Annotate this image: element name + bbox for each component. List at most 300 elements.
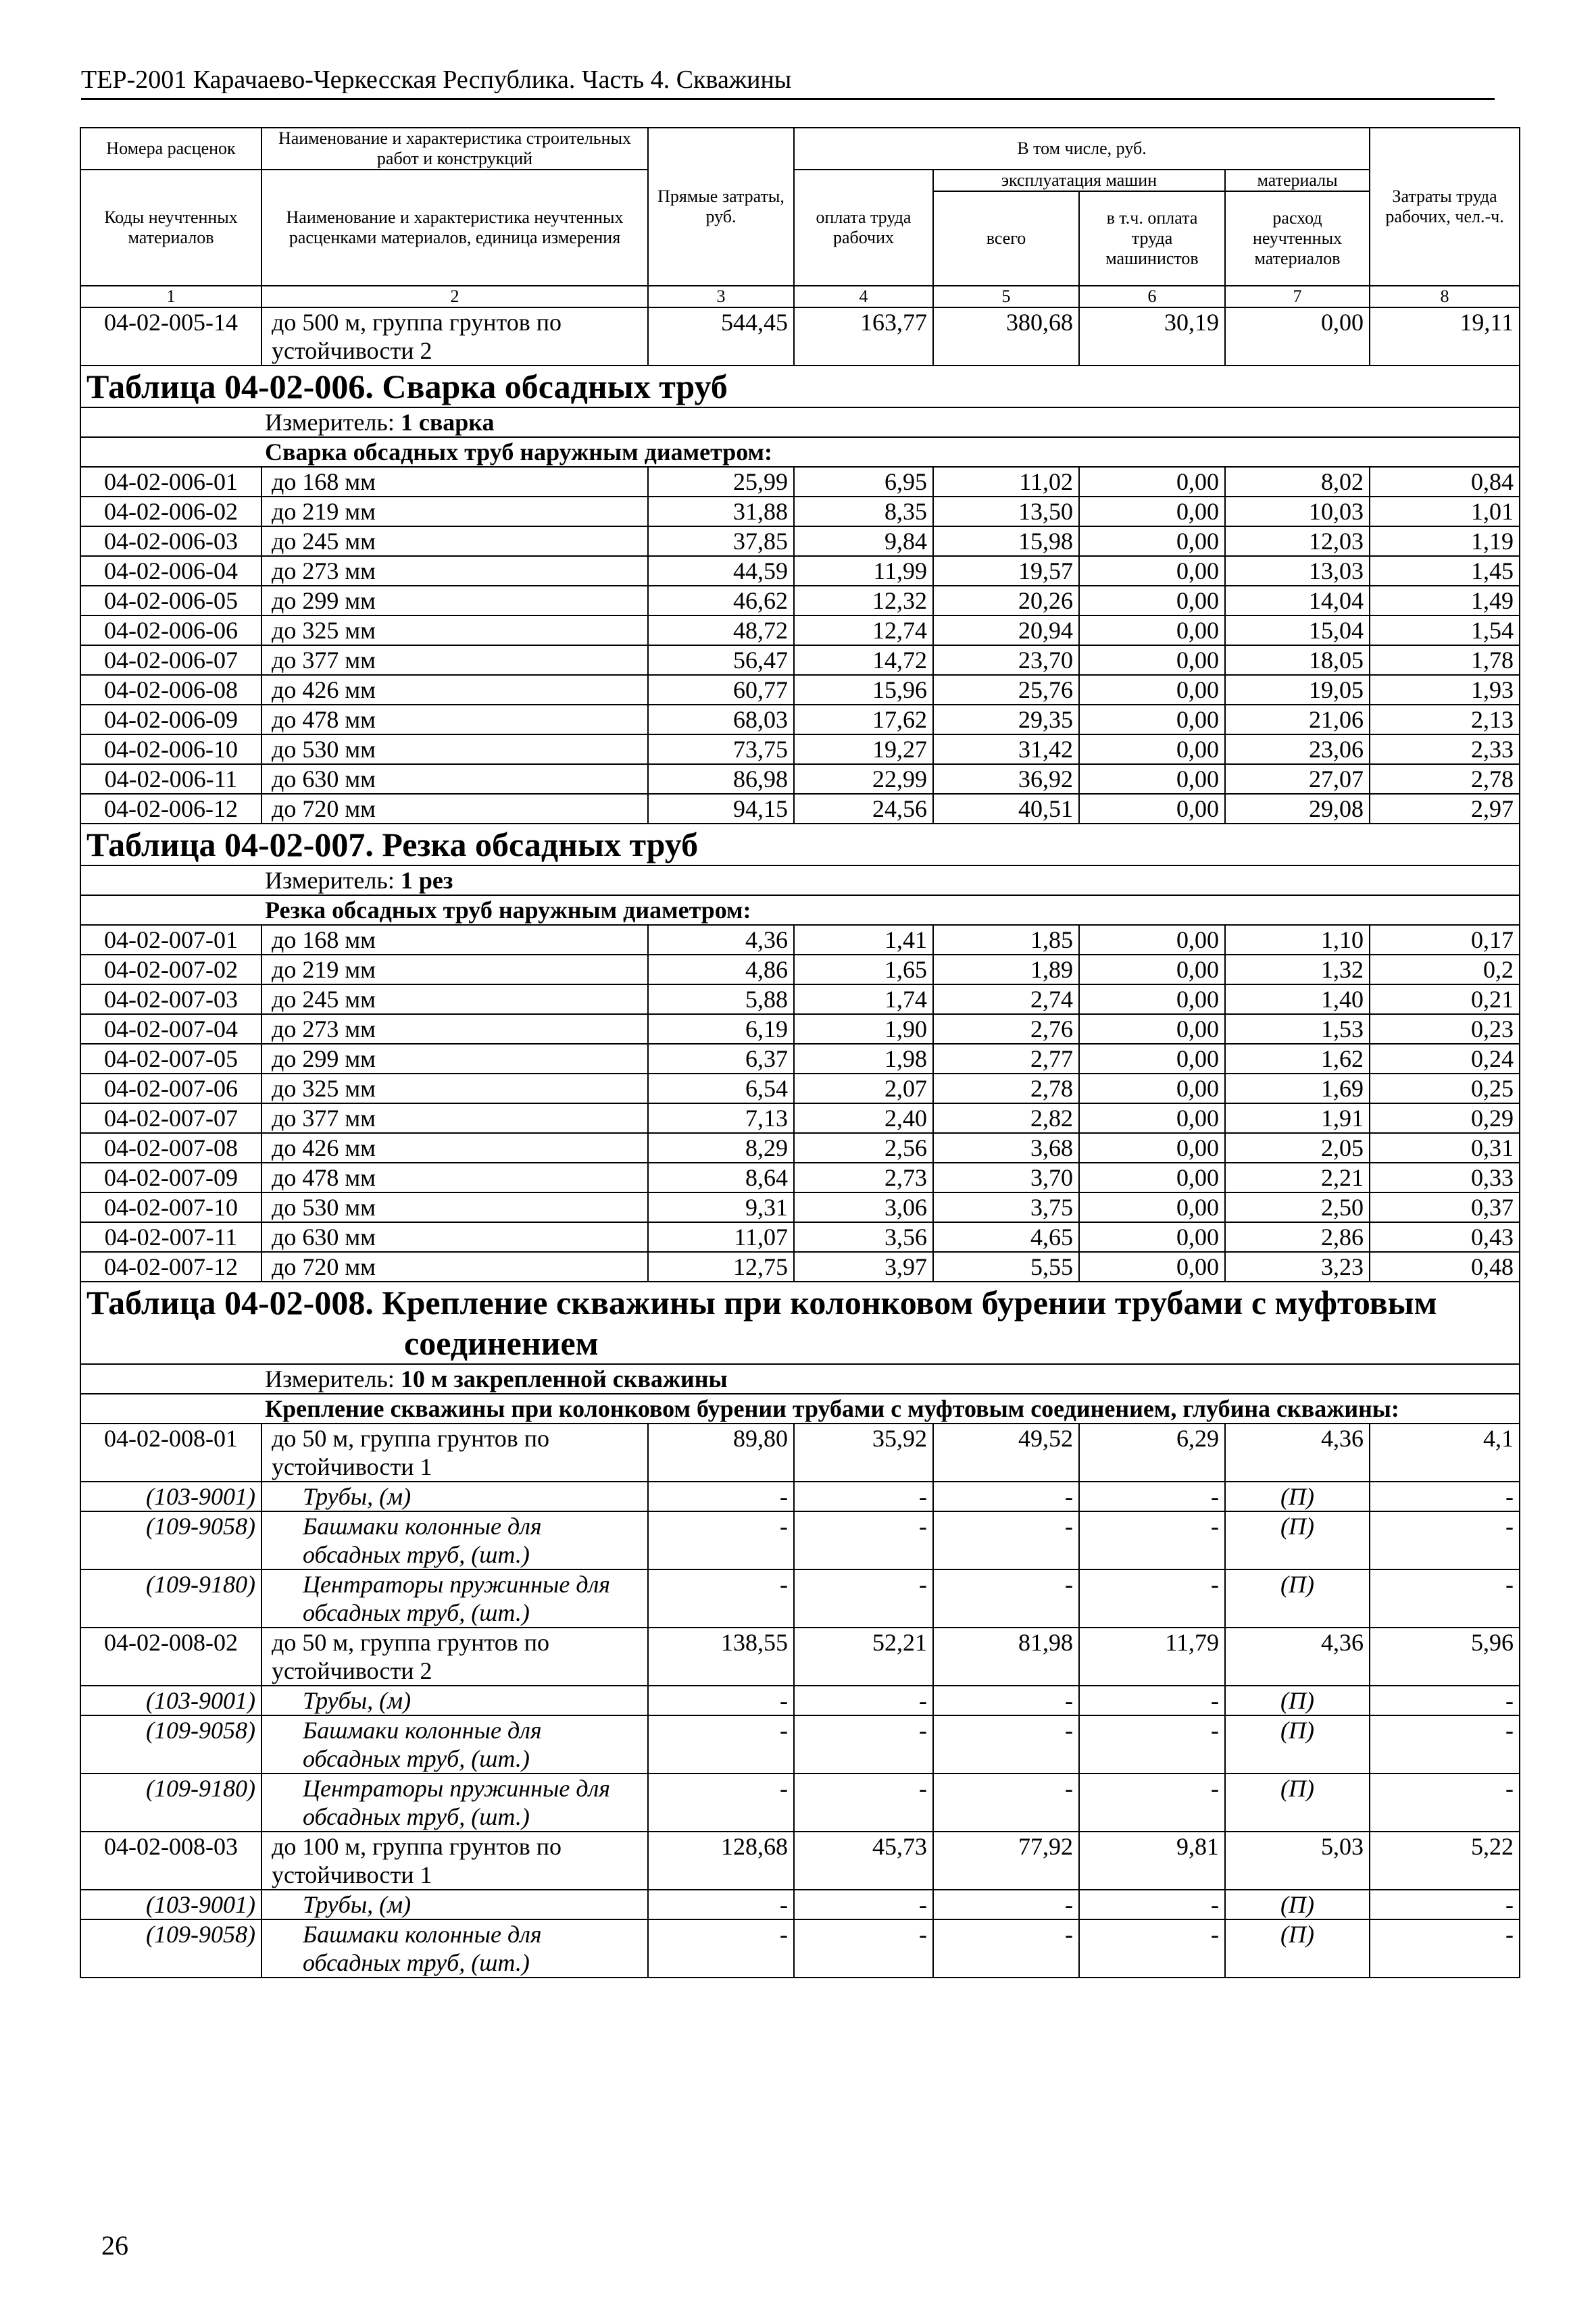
rate-name: до 530 мм	[261, 734, 648, 764]
measure-label: Измеритель:	[265, 1365, 401, 1392]
value-cell: 2,74	[933, 984, 1079, 1014]
value-cell: 2,76	[933, 1014, 1079, 1044]
material-row	[80, 1774, 1520, 1832]
measure-label: Измеритель:	[265, 409, 401, 436]
rate-name: до 219 мм	[261, 955, 648, 984]
value-cell: 1,91	[1225, 1103, 1370, 1133]
col-num: 8	[1370, 286, 1520, 307]
value-cell: (П)	[1225, 1919, 1370, 1978]
value-cell: 4,1	[1370, 1424, 1520, 1482]
table-subtitle: Крепление скважины при колонковом бурении трубами с муфтовым соединением, глубина скважины:	[265, 1395, 1399, 1422]
col-num: 1	[80, 286, 261, 307]
value-cell: -	[648, 1569, 794, 1628]
value-cell: 37,85	[648, 526, 794, 556]
value-cell: 9,84	[794, 526, 933, 556]
value-cell: 128,68	[648, 1832, 794, 1890]
value-cell: 81,98	[933, 1628, 1079, 1686]
table-title: Таблица 04-02-006. Сварка обсадных труб	[80, 366, 1520, 407]
value-cell: 6,54	[648, 1074, 794, 1103]
table-row	[80, 705, 1520, 734]
material-code: (103-9001)	[80, 1482, 261, 1511]
value-cell: 2,82	[933, 1103, 1079, 1133]
value-cell: 2,56	[794, 1133, 933, 1163]
table-row	[80, 734, 1520, 764]
value-cell: 0,48	[1370, 1252, 1520, 1282]
table-row	[80, 556, 1520, 586]
value-cell: 1,41	[794, 925, 933, 955]
value-cell: 36,92	[933, 764, 1079, 794]
rate-code: 04-02-006-07	[80, 645, 261, 675]
value-cell: 0,00	[1079, 526, 1225, 556]
value-cell: -	[648, 1919, 794, 1978]
value-cell: -	[648, 1774, 794, 1832]
value-cell: -	[933, 1919, 1079, 1978]
rate-code: 04-02-006-11	[80, 764, 261, 794]
material-name: Трубы, (м)	[261, 1482, 648, 1511]
value-cell: 1,74	[794, 984, 933, 1014]
value-cell: -	[1370, 1774, 1520, 1832]
col-6-header: в т.ч. оплата труда машинистов	[1079, 191, 1225, 286]
value-cell: 29,08	[1225, 794, 1370, 824]
rate-name: до 720 мм	[261, 794, 648, 824]
value-cell: 0,00	[1079, 615, 1225, 645]
value-cell: 0,00	[1079, 497, 1225, 526]
header-row-2	[80, 170, 1520, 191]
col-num: 7	[1225, 286, 1370, 307]
material-row	[80, 1511, 1520, 1569]
value-cell: 2,73	[794, 1163, 933, 1192]
table-row	[80, 307, 1520, 366]
rate-code: 04-02-006-09	[80, 705, 261, 734]
document-body	[80, 127, 1519, 1978]
table-row	[80, 1074, 1520, 1103]
value-cell: 6,37	[648, 1044, 794, 1074]
rate-name: до 100 м, группа грунтов по устойчивости 1	[261, 1832, 648, 1890]
material-row	[80, 1715, 1520, 1774]
material-code: (109-9058)	[80, 1715, 261, 1774]
col-num: 4	[794, 286, 933, 307]
value-cell: 6,19	[648, 1014, 794, 1044]
value-cell: 19,27	[794, 734, 933, 764]
value-cell: 12,75	[648, 1252, 794, 1282]
value-cell: 0,00	[1079, 467, 1225, 497]
value-cell: -	[648, 1482, 794, 1511]
value-cell: 0,00	[1079, 1014, 1225, 1044]
value-cell: 0,43	[1370, 1222, 1520, 1252]
rate-code: 04-02-008-02	[80, 1628, 261, 1686]
value-cell: (П)	[1225, 1511, 1370, 1569]
table-title-line: Таблица 04-02-008. Крепление скважины при колонковом бурении трубами с муфтовым	[86, 1284, 1437, 1322]
material-code: (103-9001)	[80, 1890, 261, 1919]
value-cell: 0,00	[1079, 1074, 1225, 1103]
value-cell: -	[794, 1569, 933, 1628]
subtitle-cell	[80, 895, 1520, 925]
subtitle-row	[80, 437, 1520, 467]
value-cell: 9,31	[648, 1192, 794, 1222]
table-row	[80, 1832, 1520, 1890]
value-cell: 56,47	[648, 645, 794, 675]
value-cell: 18,05	[1225, 645, 1370, 675]
measure-label: Измеритель:	[265, 867, 401, 894]
rate-code: 04-02-008-01	[80, 1424, 261, 1482]
col-1-header-top: Номера расценок	[80, 128, 261, 170]
measure-cell	[80, 1364, 1520, 1394]
value-cell: 2,97	[1370, 794, 1520, 824]
value-cell: 1,62	[1225, 1044, 1370, 1074]
value-cell: -	[648, 1686, 794, 1715]
value-cell: 0,00	[1079, 1163, 1225, 1192]
value-cell: -	[1079, 1482, 1225, 1511]
value-cell: 0,29	[1370, 1103, 1520, 1133]
table-row	[80, 497, 1520, 526]
table-row	[80, 1163, 1520, 1192]
material-code: (109-9058)	[80, 1511, 261, 1569]
rate-code: 04-02-007-03	[80, 984, 261, 1014]
value-cell: 22,99	[794, 764, 933, 794]
measure-row	[80, 865, 1520, 895]
value-cell: 4,36	[1225, 1424, 1370, 1482]
value-cell: -	[1370, 1919, 1520, 1978]
material-name: Центраторы пружинные для обсадных труб, (шт.)	[261, 1774, 648, 1832]
value-cell: 7,13	[648, 1103, 794, 1133]
table-row	[80, 1192, 1520, 1222]
measure-cell	[80, 407, 1520, 437]
rate-name: до 273 мм	[261, 1014, 648, 1044]
subtitle-row	[80, 895, 1520, 925]
value-cell: 380,68	[933, 307, 1079, 366]
column-number-row	[80, 286, 1520, 307]
value-cell: 3,97	[794, 1252, 933, 1282]
rate-name: до 245 мм	[261, 984, 648, 1014]
col-8-header: Затраты труда рабочих, чел.-ч.	[1370, 128, 1520, 286]
rate-name: до 377 мм	[261, 1103, 648, 1133]
value-cell: 1,45	[1370, 556, 1520, 586]
value-cell: 68,03	[648, 705, 794, 734]
table-row	[80, 764, 1520, 794]
value-cell: -	[1079, 1715, 1225, 1774]
rate-code: 04-02-005-14	[80, 307, 261, 366]
col-4-header: оплата труда рабочих	[794, 170, 933, 286]
table-subtitle: Резка обсадных труб наружным диаметром:	[265, 897, 751, 924]
value-cell: 1,69	[1225, 1074, 1370, 1103]
value-cell: 0,00	[1079, 1044, 1225, 1074]
rate-name: до 50 м, группа грунтов по устойчивости 1	[261, 1424, 648, 1482]
rate-name: до 377 мм	[261, 645, 648, 675]
value-cell: 0,21	[1370, 984, 1520, 1014]
included-header: В том числе, руб.	[794, 128, 1370, 170]
measure-row	[80, 1364, 1520, 1394]
value-cell: 0,00	[1079, 955, 1225, 984]
value-cell: 23,06	[1225, 734, 1370, 764]
value-cell: 2,21	[1225, 1163, 1370, 1192]
table-row	[80, 955, 1520, 984]
value-cell: -	[1079, 1569, 1225, 1628]
value-cell: 5,03	[1225, 1832, 1370, 1890]
table-row	[80, 1014, 1520, 1044]
value-cell: 24,56	[794, 794, 933, 824]
value-cell: 0,17	[1370, 925, 1520, 955]
value-cell: 4,86	[648, 955, 794, 984]
material-code: (109-9058)	[80, 1919, 261, 1978]
value-cell: -	[794, 1482, 933, 1511]
value-cell: -	[794, 1715, 933, 1774]
col-num: 2	[261, 286, 648, 307]
header-row-1	[80, 128, 1520, 170]
table-row	[80, 1628, 1520, 1686]
value-cell: -	[1079, 1686, 1225, 1715]
page-number: 26	[101, 2230, 128, 2261]
value-cell: 15,98	[933, 526, 1079, 556]
col-2-header-top: Наименование и характеристика строительных работ и конструкций	[261, 128, 648, 170]
rate-name: до 299 мм	[261, 586, 648, 615]
table-subtitle: Сварка обсадных труб наружным диаметром:	[265, 438, 773, 466]
measure-value: 10 м закрепленной скважины	[400, 1365, 728, 1392]
value-cell: 0,00	[1225, 307, 1370, 366]
table-row	[80, 1222, 1520, 1252]
value-cell: -	[933, 1715, 1079, 1774]
machines-header: эксплуатация машин	[933, 170, 1225, 191]
value-cell: -	[1370, 1715, 1520, 1774]
value-cell: (П)	[1225, 1482, 1370, 1511]
value-cell: 14,72	[794, 645, 933, 675]
value-cell: 4,36	[1225, 1628, 1370, 1686]
rate-name: до 530 мм	[261, 1192, 648, 1222]
rate-code: 04-02-006-02	[80, 497, 261, 526]
rate-code: 04-02-007-12	[80, 1252, 261, 1282]
measure-value: 1 рез	[400, 867, 453, 894]
table-row	[80, 1133, 1520, 1163]
rate-name: до 426 мм	[261, 1133, 648, 1163]
value-cell: 25,76	[933, 675, 1079, 705]
value-cell: -	[1079, 1511, 1225, 1569]
table-title-row	[80, 366, 1520, 407]
value-cell: -	[648, 1890, 794, 1919]
value-cell: -	[794, 1774, 933, 1832]
value-cell: 49,52	[933, 1424, 1079, 1482]
value-cell: 2,40	[794, 1103, 933, 1133]
value-cell: 14,04	[1225, 586, 1370, 615]
value-cell: 13,03	[1225, 556, 1370, 586]
rate-code: 04-02-007-11	[80, 1222, 261, 1252]
rate-code: 04-02-006-03	[80, 526, 261, 556]
table-row	[80, 794, 1520, 824]
table-title	[80, 1282, 1520, 1364]
value-cell: 30,19	[1079, 307, 1225, 366]
value-cell: 45,73	[794, 1832, 933, 1890]
value-cell: -	[933, 1482, 1079, 1511]
material-name: Трубы, (м)	[261, 1686, 648, 1715]
rate-code: 04-02-007-10	[80, 1192, 261, 1222]
value-cell: -	[794, 1890, 933, 1919]
material-name: Центраторы пружинные для обсадных труб, (шт.)	[261, 1569, 648, 1628]
value-cell: -	[794, 1919, 933, 1978]
value-cell: -	[794, 1511, 933, 1569]
value-cell: 3,56	[794, 1222, 933, 1252]
table-row	[80, 645, 1520, 675]
value-cell: 0,00	[1079, 1222, 1225, 1252]
rate-code: 04-02-006-12	[80, 794, 261, 824]
rate-name: до 478 мм	[261, 1163, 648, 1192]
value-cell: 52,21	[794, 1628, 933, 1686]
rate-code: 04-02-008-03	[80, 1832, 261, 1890]
value-cell: 8,35	[794, 497, 933, 526]
value-cell: -	[933, 1569, 1079, 1628]
value-cell: -	[1370, 1482, 1520, 1511]
value-cell: 21,06	[1225, 705, 1370, 734]
col-5-header: всего	[933, 191, 1079, 286]
material-row	[80, 1686, 1520, 1715]
material-code: (109-9180)	[80, 1569, 261, 1628]
value-cell: 31,42	[933, 734, 1079, 764]
value-cell: 60,77	[648, 675, 794, 705]
rate-code: 04-02-006-06	[80, 615, 261, 645]
value-cell: -	[648, 1511, 794, 1569]
value-cell: 77,92	[933, 1832, 1079, 1890]
value-cell: 20,26	[933, 586, 1079, 615]
value-cell: (П)	[1225, 1774, 1370, 1832]
table-row	[80, 925, 1520, 955]
subtitle-cell	[80, 1394, 1520, 1424]
value-cell: -	[933, 1774, 1079, 1832]
table-title: Таблица 04-02-007. Резка обсадных труб	[80, 824, 1520, 865]
rate-code: 04-02-007-07	[80, 1103, 261, 1133]
value-cell: 0,00	[1079, 925, 1225, 955]
running-header: ТЕР-2001 Карачаево-Черкесская Республика. Часть 4. Скважины	[81, 64, 1495, 100]
value-cell: 8,29	[648, 1133, 794, 1163]
value-cell: -	[648, 1715, 794, 1774]
value-cell: 11,02	[933, 467, 1079, 497]
value-cell: 1,54	[1370, 615, 1520, 645]
value-cell: 19,57	[933, 556, 1079, 586]
table-row	[80, 467, 1520, 497]
value-cell: -	[933, 1511, 1079, 1569]
value-cell: 1,10	[1225, 925, 1370, 955]
value-cell: 29,35	[933, 705, 1079, 734]
value-cell: 2,13	[1370, 705, 1520, 734]
value-cell: 163,77	[794, 307, 933, 366]
rate-code: 04-02-006-05	[80, 586, 261, 615]
value-cell: (П)	[1225, 1569, 1370, 1628]
rates-table	[80, 127, 1520, 1978]
value-cell: 35,92	[794, 1424, 933, 1482]
value-cell: 3,68	[933, 1133, 1079, 1163]
value-cell: 2,50	[1225, 1192, 1370, 1222]
rate-code: 04-02-007-05	[80, 1044, 261, 1074]
rate-code: 04-02-007-06	[80, 1074, 261, 1103]
value-cell: 138,55	[648, 1628, 794, 1686]
material-name: Башмаки колонные для обсадных труб, (шт.)	[261, 1919, 648, 1978]
value-cell: 11,07	[648, 1222, 794, 1252]
rate-name: до 630 мм	[261, 1222, 648, 1252]
value-cell: 12,32	[794, 586, 933, 615]
value-cell: (П)	[1225, 1715, 1370, 1774]
value-cell: -	[1079, 1890, 1225, 1919]
rate-name: до 219 мм	[261, 497, 648, 526]
value-cell: 8,02	[1225, 467, 1370, 497]
value-cell: 1,40	[1225, 984, 1370, 1014]
value-cell: 12,74	[794, 615, 933, 645]
rate-code: 04-02-007-08	[80, 1133, 261, 1163]
value-cell: 5,55	[933, 1252, 1079, 1282]
value-cell: 13,50	[933, 497, 1079, 526]
value-cell: 0,00	[1079, 1133, 1225, 1163]
subtitle-cell	[80, 437, 1520, 467]
table-row	[80, 1103, 1520, 1133]
value-cell: -	[933, 1890, 1079, 1919]
rate-code: 04-02-007-04	[80, 1014, 261, 1044]
rate-name: до 325 мм	[261, 1074, 648, 1103]
value-cell: 27,07	[1225, 764, 1370, 794]
table-row	[80, 615, 1520, 645]
value-cell: (П)	[1225, 1686, 1370, 1715]
rate-name: до 168 мм	[261, 467, 648, 497]
value-cell: 1,53	[1225, 1014, 1370, 1044]
value-cell: 3,75	[933, 1192, 1079, 1222]
col-1-header-bottom: Коды неучтенных материалов	[80, 170, 261, 286]
value-cell: 0,2	[1370, 955, 1520, 984]
value-cell: 0,00	[1079, 1192, 1225, 1222]
value-cell: 94,15	[648, 794, 794, 824]
materials-header: материалы	[1225, 170, 1370, 191]
value-cell: 25,99	[648, 467, 794, 497]
table-row	[80, 586, 1520, 615]
rate-code: 04-02-007-09	[80, 1163, 261, 1192]
col-2-header-bottom: Наименование и характеристика неучтенных расценками материалов, единица измерения	[261, 170, 648, 286]
rate-name: до 500 м, группа грунтов по устойчивости 2	[261, 307, 648, 366]
value-cell: 0,00	[1079, 984, 1225, 1014]
rate-code: 04-02-007-02	[80, 955, 261, 984]
value-cell: 10,03	[1225, 497, 1370, 526]
value-cell: 0,00	[1079, 764, 1225, 794]
value-cell: 44,59	[648, 556, 794, 586]
rate-code: 04-02-006-01	[80, 467, 261, 497]
value-cell: -	[794, 1686, 933, 1715]
value-cell: -	[1079, 1774, 1225, 1832]
value-cell: 0,00	[1079, 705, 1225, 734]
value-cell: 0,23	[1370, 1014, 1520, 1044]
value-cell: 0,00	[1079, 645, 1225, 675]
subtitle-row	[80, 1394, 1520, 1424]
value-cell: 15,96	[794, 675, 933, 705]
value-cell: 11,99	[794, 556, 933, 586]
rate-name: до 426 мм	[261, 675, 648, 705]
value-cell: -	[1370, 1569, 1520, 1628]
value-cell: 544,45	[648, 307, 794, 366]
table-row	[80, 1424, 1520, 1482]
value-cell: 3,70	[933, 1163, 1079, 1192]
material-row	[80, 1482, 1520, 1511]
value-cell: 0,31	[1370, 1133, 1520, 1163]
value-cell: 1,32	[1225, 955, 1370, 984]
value-cell: 5,88	[648, 984, 794, 1014]
value-cell: 0,00	[1079, 1252, 1225, 1282]
value-cell: 40,51	[933, 794, 1079, 824]
value-cell: 1,90	[794, 1014, 933, 1044]
value-cell: 3,06	[794, 1192, 933, 1222]
value-cell: 0,00	[1079, 556, 1225, 586]
value-cell: 0,24	[1370, 1044, 1520, 1074]
value-cell: 1,19	[1370, 526, 1520, 556]
value-cell: 2,33	[1370, 734, 1520, 764]
rate-name: до 478 мм	[261, 705, 648, 734]
value-cell: 0,00	[1079, 1103, 1225, 1133]
value-cell: 1,98	[794, 1044, 933, 1074]
material-row	[80, 1569, 1520, 1628]
col-num: 3	[648, 286, 794, 307]
rate-code: 04-02-006-04	[80, 556, 261, 586]
value-cell: 5,96	[1370, 1628, 1520, 1686]
material-code: (109-9180)	[80, 1774, 261, 1832]
